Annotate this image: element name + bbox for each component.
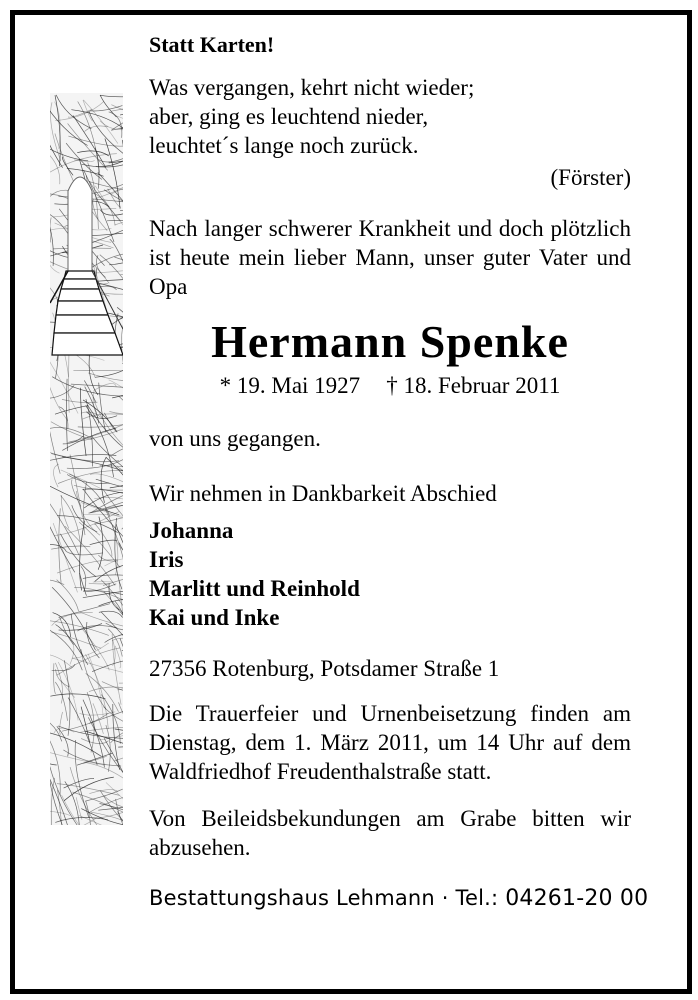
texture-stroke bbox=[64, 777, 114, 801]
texture-stroke bbox=[85, 584, 116, 592]
texture-stroke bbox=[71, 110, 123, 139]
texture-stroke bbox=[80, 521, 85, 591]
poem-line: Was vergangen, kehrt nicht wieder; bbox=[149, 75, 475, 100]
texture-stroke bbox=[86, 399, 93, 467]
texture-stroke bbox=[50, 767, 82, 826]
poem-author: (Förster) bbox=[550, 165, 631, 190]
farewell-text: Wir nehmen in Dankbarkeit Abschied bbox=[149, 481, 497, 506]
stairway-icon bbox=[50, 93, 123, 825]
texture-stroke bbox=[57, 560, 117, 573]
texture-stroke bbox=[83, 630, 110, 671]
texture-stroke bbox=[88, 373, 123, 382]
family-member: Marlitt und Reinhold bbox=[149, 576, 360, 601]
texture-stroke bbox=[72, 658, 123, 677]
texture-stroke bbox=[64, 660, 70, 736]
texture-stroke bbox=[73, 370, 123, 372]
funeral-home-line bbox=[149, 884, 649, 913]
death-date: † 18. Februar 2011 bbox=[386, 373, 561, 398]
poem-line: leuchtet´s lange noch zurück. bbox=[149, 133, 419, 158]
texture-stroke bbox=[83, 575, 123, 580]
texture-stroke bbox=[89, 583, 111, 584]
texture-stroke bbox=[109, 584, 119, 610]
texture-stroke bbox=[50, 508, 75, 573]
texture-stroke bbox=[99, 611, 123, 617]
texture-stroke bbox=[90, 474, 123, 484]
texture-stroke bbox=[93, 397, 123, 447]
texture-stroke bbox=[50, 427, 92, 438]
texture-stroke bbox=[65, 526, 115, 585]
texture-stroke bbox=[50, 749, 57, 765]
texture-stroke bbox=[54, 663, 56, 694]
texture-stroke bbox=[50, 99, 88, 146]
texture-stroke bbox=[104, 738, 123, 786]
texture-stroke bbox=[117, 661, 123, 690]
obituary-text bbox=[149, 30, 649, 913]
intro-text: Nach langer schwerer Krankheit und doch plötzlich ist heute mein lieber Mann, unser guter Vater und Opa bbox=[149, 216, 631, 299]
heading: Statt Karten! bbox=[149, 32, 275, 57]
family-member: Iris bbox=[149, 547, 184, 572]
life-dates bbox=[149, 371, 631, 400]
texture-stroke bbox=[50, 735, 60, 795]
texture-stroke bbox=[96, 279, 123, 281]
texture-stroke bbox=[81, 809, 123, 825]
texture-stroke bbox=[50, 398, 60, 474]
texture-stroke bbox=[110, 239, 123, 263]
poem bbox=[149, 73, 631, 160]
texture-stroke bbox=[104, 592, 123, 636]
texture-stroke bbox=[92, 660, 123, 671]
texture-stroke bbox=[122, 634, 123, 650]
texture-stroke bbox=[115, 646, 121, 668]
condolence-text: Von Beileidsbekundungen am Grabe bitten wir abzusehen. bbox=[149, 806, 631, 860]
texture-stroke bbox=[51, 422, 92, 440]
texture-stroke bbox=[99, 383, 106, 433]
family-member: Johanna bbox=[149, 518, 234, 543]
texture-stroke bbox=[111, 447, 123, 455]
birth-date: * 19. Mai 1927 bbox=[219, 373, 361, 398]
texture-stroke bbox=[76, 797, 82, 819]
address: 27356 Rotenburg, Potsdamer Straße 1 bbox=[149, 656, 500, 681]
texture-stroke bbox=[50, 621, 109, 636]
texture-stroke bbox=[50, 580, 64, 585]
texture-stroke bbox=[109, 243, 123, 265]
texture-stroke bbox=[72, 352, 95, 377]
texture-stroke bbox=[111, 105, 123, 122]
ceremony-text: Die Trauerfeier und Urnenbeisetzung finden am Dienstag, dem 1. März 2011, um 14 Uhr auf dem Waldfriedhof Freudenthalstraße statt. bbox=[149, 701, 631, 784]
texture-stroke bbox=[92, 436, 124, 470]
texture-stroke bbox=[76, 491, 100, 535]
texture-stroke bbox=[63, 436, 83, 444]
family-member: Kai und Inke bbox=[149, 605, 280, 630]
texture-stroke bbox=[116, 524, 123, 543]
texture-stroke bbox=[80, 388, 86, 456]
texture-stroke bbox=[59, 604, 111, 618]
phone-number: 04261-20 00 bbox=[505, 886, 649, 911]
texture-stroke bbox=[50, 811, 70, 816]
texture-stroke bbox=[118, 747, 123, 758]
texture-stroke bbox=[79, 816, 123, 825]
texture-stroke bbox=[53, 464, 58, 487]
texture-stroke bbox=[50, 654, 72, 668]
texture-stroke bbox=[77, 151, 109, 156]
deceased-name: Hermann Spenke bbox=[211, 316, 569, 367]
texture-stroke bbox=[55, 682, 67, 721]
texture-stroke bbox=[109, 407, 123, 414]
texture-stroke bbox=[119, 679, 123, 683]
texture-stroke bbox=[55, 95, 60, 166]
departed-text: von uns gegangen. bbox=[149, 426, 321, 451]
texture-stroke bbox=[95, 362, 123, 378]
texture-stroke bbox=[112, 638, 123, 640]
texture-stroke bbox=[90, 540, 117, 545]
texture-stroke bbox=[50, 718, 62, 742]
funeral-home-name: Bestattungshaus Lehmann · Tel.: bbox=[149, 886, 506, 910]
texture-stroke bbox=[114, 257, 123, 261]
poem-line: aber, ging es leuchtend nieder, bbox=[149, 104, 429, 129]
texture-stroke bbox=[100, 94, 123, 97]
stairway-illustration bbox=[50, 93, 123, 825]
texture-stroke bbox=[95, 148, 99, 189]
texture-stroke bbox=[68, 136, 123, 146]
family-list bbox=[149, 516, 631, 632]
texture-stroke bbox=[51, 102, 61, 161]
